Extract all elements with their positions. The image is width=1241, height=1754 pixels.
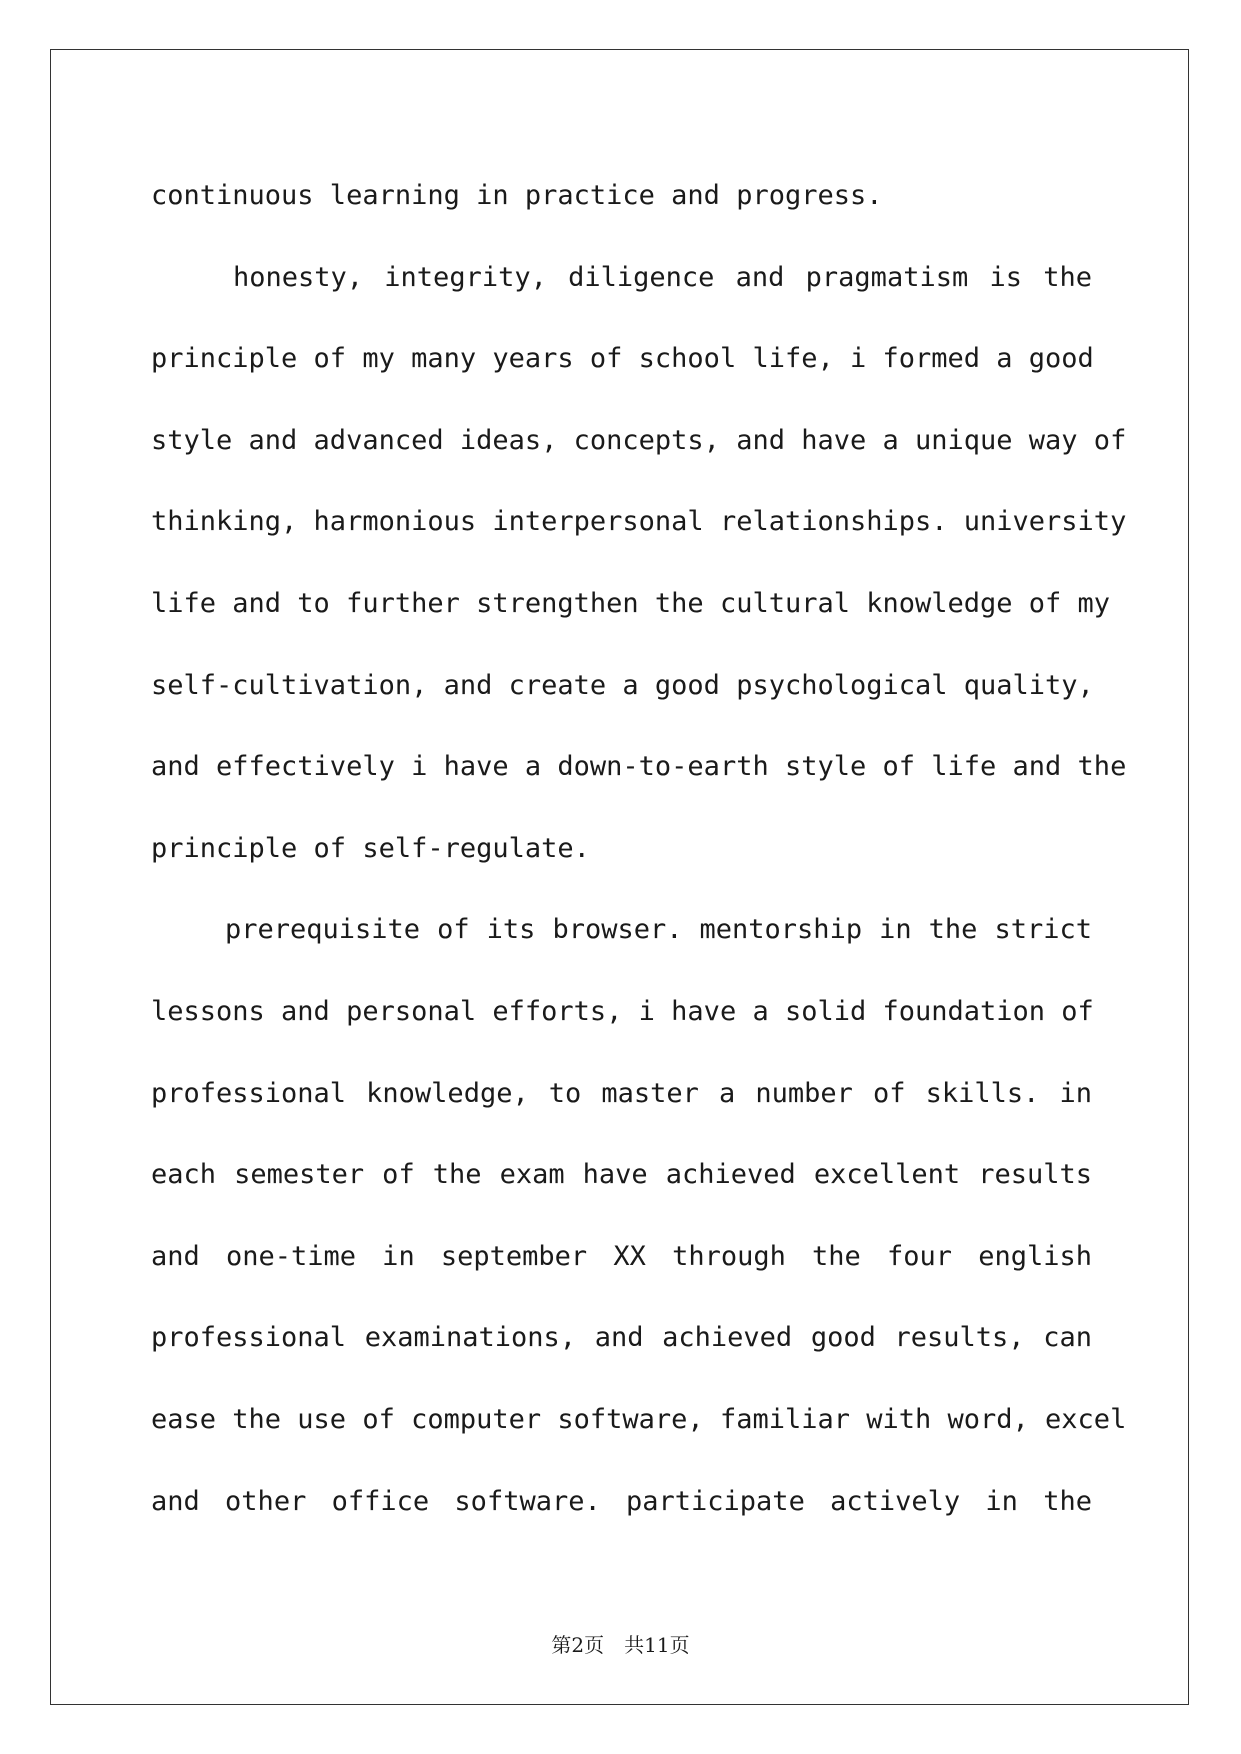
text-line: and one-time in september XX through the four english (151, 1240, 1092, 1272)
text-line: principle of self-regulate. (151, 832, 590, 864)
text-line: life and to further strengthen the cultural knowledge of my (151, 587, 1111, 619)
text-line: and effectively i have a down-to-earth style of life and the (151, 751, 1127, 783)
text-line: prerequisite of its browser. mentorship in the strict (225, 914, 1092, 946)
text-line: and other office software. participate actively in the (151, 1485, 1092, 1517)
text-line: honesty, integrity, diligence and pragmatism is the (233, 261, 1092, 293)
page-number-footer: 第2页 共11页 (551, 1633, 690, 1657)
text-line: ease the use of computer software, familiar with word, excel (151, 1403, 1127, 1435)
text-line: professional knowledge, to master a number of skills. in (151, 1077, 1092, 1109)
text-line: thinking, harmonious interpersonal relationships. university (151, 506, 1127, 538)
document-body (151, 166, 1127, 1553)
text-line: continuous learning in practice and progress. (151, 180, 883, 211)
text-line: lessons and personal efforts, i have a solid foundation of (151, 995, 1094, 1027)
text-line: principle of my many years of school life, i formed a good (151, 343, 1094, 375)
text-line: self-cultivation, and create a good psychological quality, (151, 669, 1094, 701)
text-line: style and advanced ideas, concepts, and have a unique way of (151, 424, 1127, 456)
text-line: professional examinations, and achieved good results, can (151, 1322, 1092, 1354)
text-line: each semester of the exam have achieved excellent results (151, 1159, 1092, 1191)
